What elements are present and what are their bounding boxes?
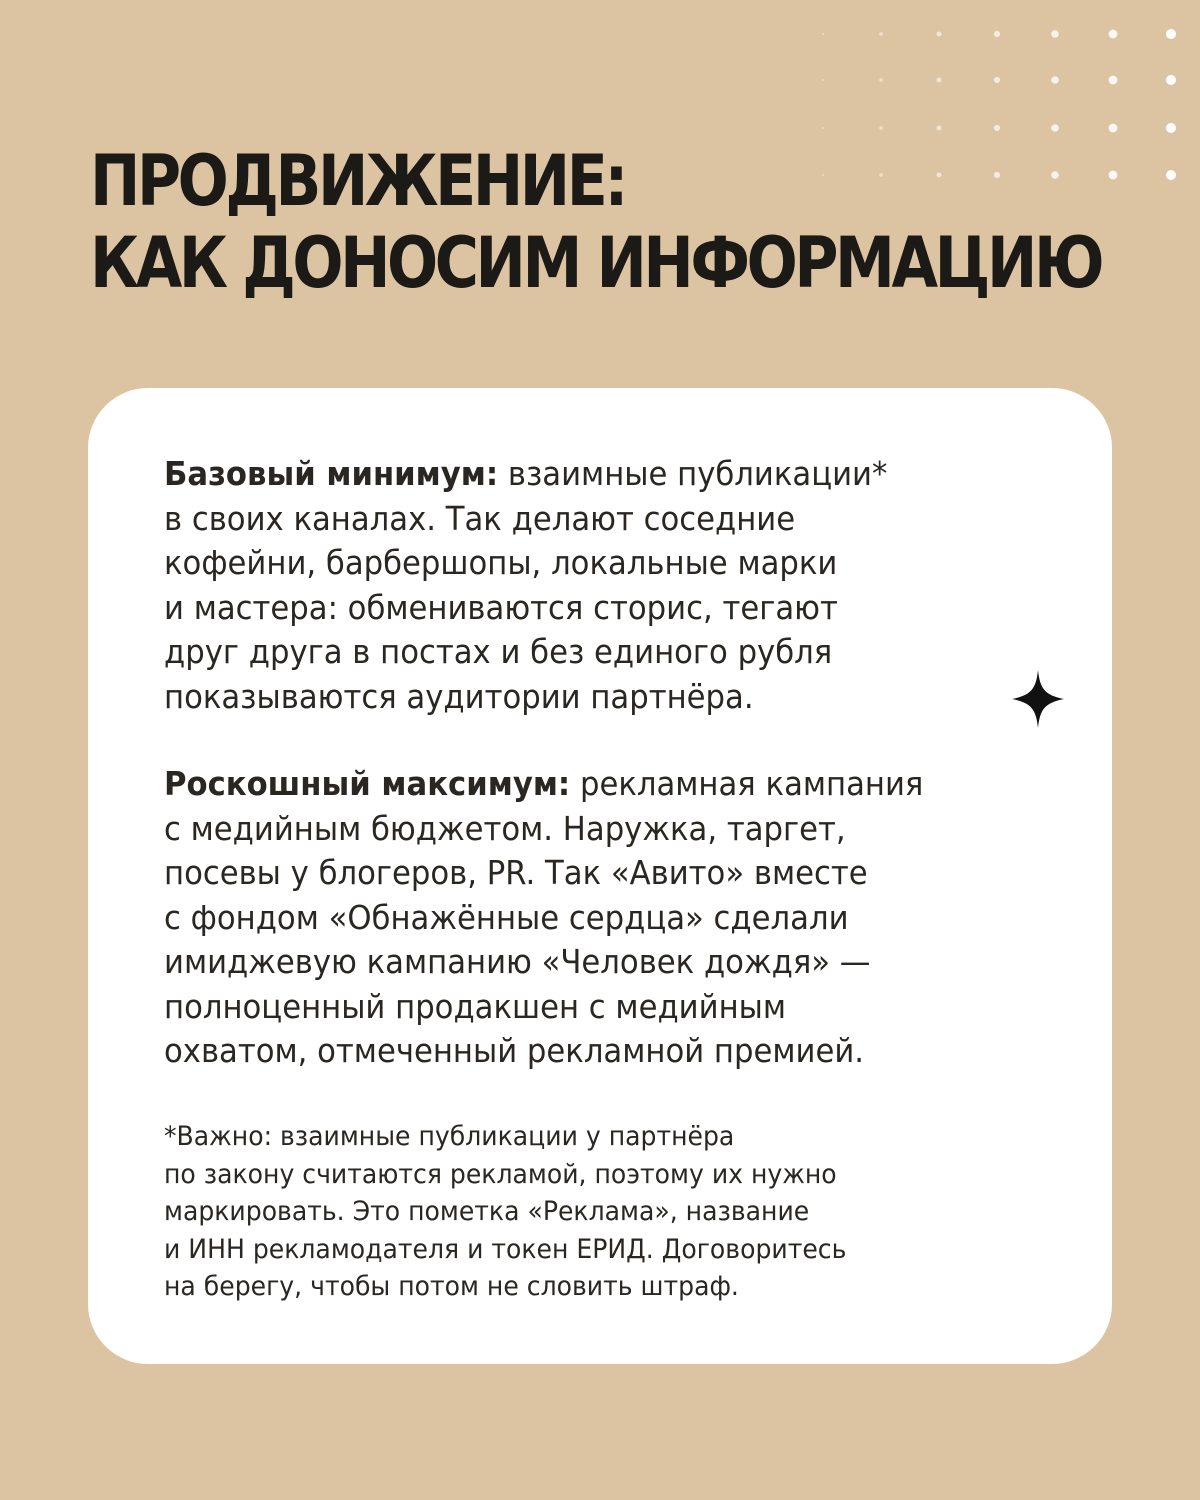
decorative-dot — [1051, 30, 1058, 37]
paragraph-line: полноценный продакшен с медийным — [164, 986, 787, 1026]
decorative-dot — [822, 127, 824, 129]
footnote-line: и ИНН рекламодателя и токен ЕРИД. Договоритесь — [164, 1233, 847, 1265]
decorative-dot — [879, 32, 883, 36]
paragraph-text: взаимные публикации* — [498, 454, 888, 493]
decorative-dot — [937, 126, 942, 131]
paragraph-line: друг друга в постах и без единого рубля — [164, 632, 833, 671]
luxury-maximum-label: Роскошный максимум: — [164, 764, 571, 803]
decorative-dot — [1166, 170, 1176, 180]
paragraph-line: в своих каналах. Так делают соседние — [164, 498, 796, 538]
decorative-dot — [879, 126, 883, 130]
paragraph-line: показываются аудитории партнёра. — [164, 676, 754, 716]
title-line-2: КАК ДОНОСИМ ИНФОРМАЦИЮ — [90, 222, 1102, 304]
decorative-dot — [1051, 76, 1058, 83]
decorative-dot — [994, 31, 1000, 37]
decorative-dot — [1166, 123, 1176, 133]
decorative-dot — [822, 79, 824, 81]
paragraph-line — [164, 452, 887, 497]
decorative-dot — [1109, 171, 1118, 180]
footnote-line: на берегу, чтобы потом не словить штраф. — [164, 1271, 739, 1302]
luxury-maximum-paragraph — [164, 762, 923, 1074]
decorative-dot — [1109, 124, 1118, 133]
decorative-dot — [1109, 76, 1118, 85]
decorative-dot — [994, 77, 1000, 83]
paragraph-line: и мастера: обмениваются сторис, тегают — [164, 587, 838, 627]
decorative-dot — [994, 125, 1000, 131]
paragraph-line: с фондом «Обнажённые сердца» сделали — [164, 897, 849, 937]
paragraph-text: рекламная кампания — [570, 764, 924, 803]
paragraph-line: с медийным бюджетом. Наружка, таргет, — [164, 808, 846, 848]
content-card — [88, 388, 1112, 1364]
footnote-line: по закону считаются рекламой, поэтому их нужно — [164, 1158, 837, 1190]
footnote-line: маркировать. Это пометка «Реклама», название — [164, 1196, 810, 1227]
decorative-dot — [1109, 30, 1118, 39]
page-title — [90, 140, 1101, 304]
decorative-dot — [879, 78, 883, 82]
decorative-dot — [1051, 124, 1058, 131]
paragraph-line: имиджевую кампанию «Человек дождя» — — [164, 942, 871, 981]
footnote-line: *Важно: взаимные публикации у партнёра — [164, 1121, 735, 1152]
basic-minimum-label: Базовый минимум: — [164, 454, 499, 493]
footnote — [164, 1118, 846, 1306]
decorative-dot — [1166, 29, 1176, 39]
paragraph-line: посевы у блогеров, PR. Так «Авито» вместе — [164, 853, 868, 892]
decorative-dot — [1166, 75, 1176, 85]
four-point-star-icon — [1012, 670, 1064, 728]
basic-minimum-paragraph — [164, 452, 887, 719]
decorative-dot — [822, 33, 824, 35]
paragraph-line — [164, 762, 923, 807]
paragraph-line: кофейни, барбершопы, локальные марки — [164, 543, 838, 582]
title-line-1: ПРОДВИЖЕНИЕ: — [90, 140, 626, 222]
paragraph-line: охватом, отмеченный рекламной премией. — [164, 1031, 865, 1070]
decorative-dot — [937, 78, 942, 83]
decorative-dot — [937, 32, 942, 37]
